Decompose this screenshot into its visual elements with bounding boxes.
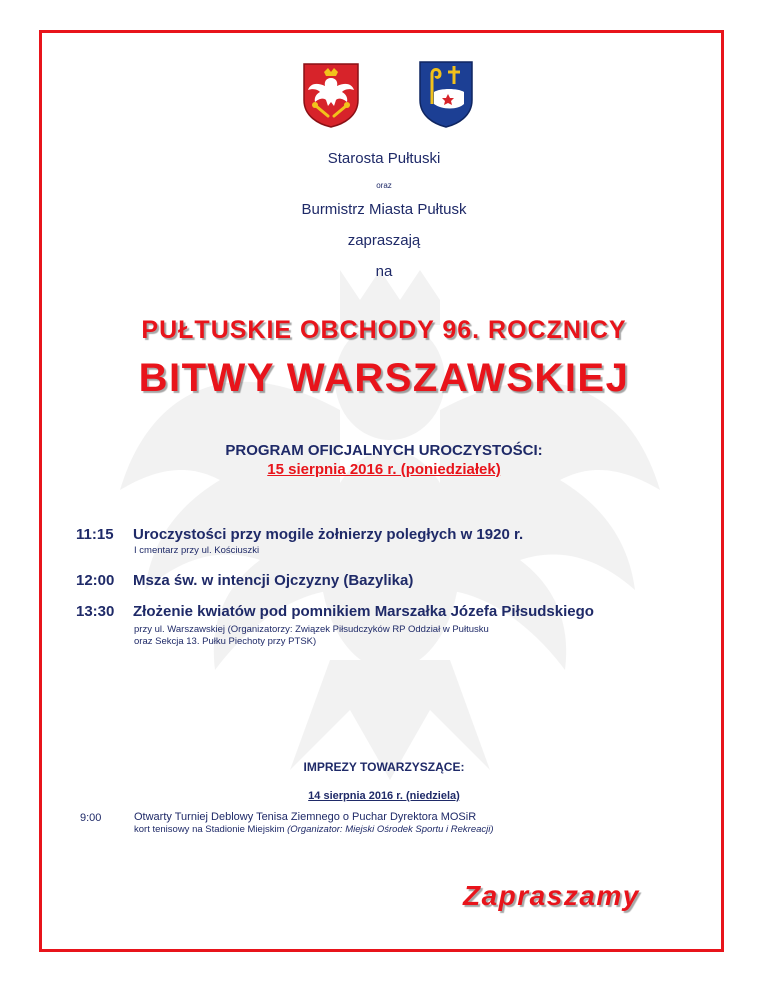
item-time: 13:30: [76, 603, 115, 620]
program-heading: PROGRAM OFICJALNYCH UROCZYSTOŚCI:: [225, 442, 543, 459]
eagle-watermark: [110, 230, 670, 790]
invite-prep: na: [375, 263, 393, 280]
item-note-continued: oraz Sekcja 13. Pułku Piechoty przy PTSK): [134, 636, 317, 647]
event-title-line2: BITWY WARSZAWSKIEJ: [138, 356, 630, 400]
host-burmistrz: Burmistrz Miasta Pułtusk: [301, 201, 467, 218]
item-title: Złożenie kwiatów pod pomnikiem Marszałka Józefa Piłsudskiego: [133, 603, 594, 620]
conjunction: oraz: [376, 181, 392, 190]
item-note: przy ul. Warszawskiej (Organizatorzy: Związek Piłsudczyków RP Oddział w Pułtusku: [134, 624, 489, 635]
invite-verb: zapraszają: [347, 232, 421, 249]
side-event-organizer: (Organizator: Miejski Ośrodek Sportu i Rekreacji): [287, 824, 494, 835]
side-events-heading: IMPREZY TOWARZYSZĄCE:: [303, 760, 465, 774]
side-event-venue: kort tenisowy na Stadionie Miejskim: [134, 824, 288, 835]
closing-invitation: Zapraszamy: [463, 880, 640, 911]
side-event-time: 9:00: [80, 812, 102, 824]
side-events-date: 14 sierpnia 2016 r. (niedziela): [308, 790, 460, 802]
item-note: I cmentarz przy ul. Kościuszki: [134, 545, 260, 556]
item-time: 11:15: [76, 526, 114, 543]
item-time: 12:00: [76, 572, 115, 589]
side-event-title: Otwarty Turniej Deblowy Tenisa Ziemnego o Puchar Dyrektora MOSiR: [134, 811, 477, 823]
program-date: 15 sierpnia 2016 r. (poniedziałek): [267, 461, 501, 478]
event-title-line1: PUŁTUSKIE OBCHODY 96. ROCZNICY: [141, 316, 627, 344]
item-title: Msza św. w intencji Ojczyzny (Bazylika): [133, 572, 414, 589]
side-event-note: [134, 824, 494, 835]
pultusk-coat-of-arms: [418, 60, 474, 128]
host-starosta: Starosta Pułtuski: [327, 150, 441, 167]
powiat-coat-of-arms: [302, 62, 360, 128]
item-title: Uroczystości przy mogile żołnierzy poległych w 1920 r.: [133, 526, 524, 543]
